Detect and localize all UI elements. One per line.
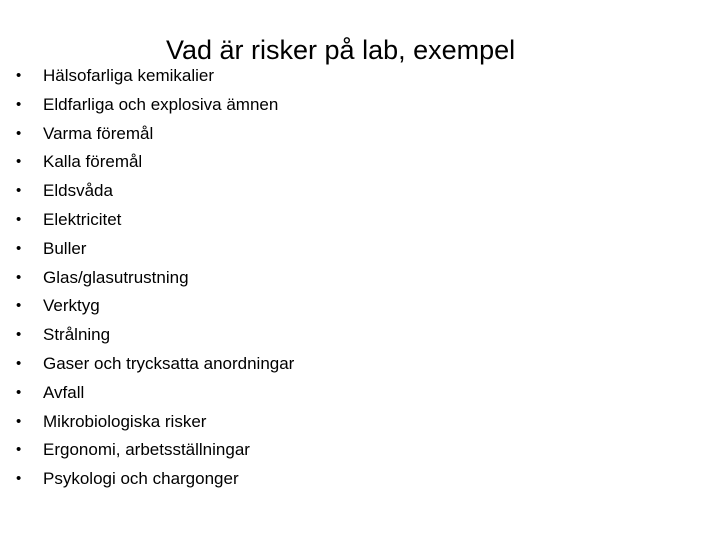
list-item-text: Strålning: [43, 325, 111, 345]
list-item-text: Glas/glasutrustning: [43, 267, 189, 287]
slide-title: Vad är risker på lab, exempel: [166, 35, 516, 65]
list-item-text: Elektricitet: [43, 209, 122, 229]
bullet-icon: •: [16, 441, 22, 459]
list-item-text: Kalla föremål: [43, 152, 143, 172]
bullet-icon: •: [16, 297, 22, 315]
bullet-icon: •: [16, 95, 22, 113]
bullet-icon: •: [16, 153, 22, 171]
bullet-icon: •: [16, 326, 22, 344]
list-item-text: Varma föremål: [43, 123, 154, 143]
list-item-text: Ergonomi, arbetsställningar: [43, 440, 250, 460]
list-item-text: Buller: [43, 238, 87, 258]
bullet-icon: •: [16, 383, 22, 401]
bullet-icon: •: [16, 470, 22, 488]
bullet-icon: •: [16, 124, 22, 142]
bullet-icon: •: [16, 182, 22, 200]
list-item-text: Eldfarliga och explosiva ämnen: [43, 94, 279, 114]
bullet-icon: •: [16, 354, 22, 372]
bullet-icon: •: [16, 239, 22, 257]
list-item-text: Psykologi och chargonger: [43, 469, 239, 489]
list-item-text: Hälsofarliga kemikalier: [43, 66, 215, 85]
list-item-text: Mikrobiologiska risker: [43, 411, 207, 431]
list-item-text: Eldsvåda: [43, 181, 113, 201]
bullet-icon: •: [16, 268, 22, 286]
list-item-text: Verktyg: [43, 296, 100, 316]
list-item-text: Avfall: [43, 382, 85, 402]
bullet-icon: •: [16, 412, 22, 430]
list-item-text: Gaser och trycksatta anordningar: [43, 353, 295, 373]
bullet-icon: •: [16, 210, 22, 228]
bullet-icon: •: [16, 67, 22, 84]
